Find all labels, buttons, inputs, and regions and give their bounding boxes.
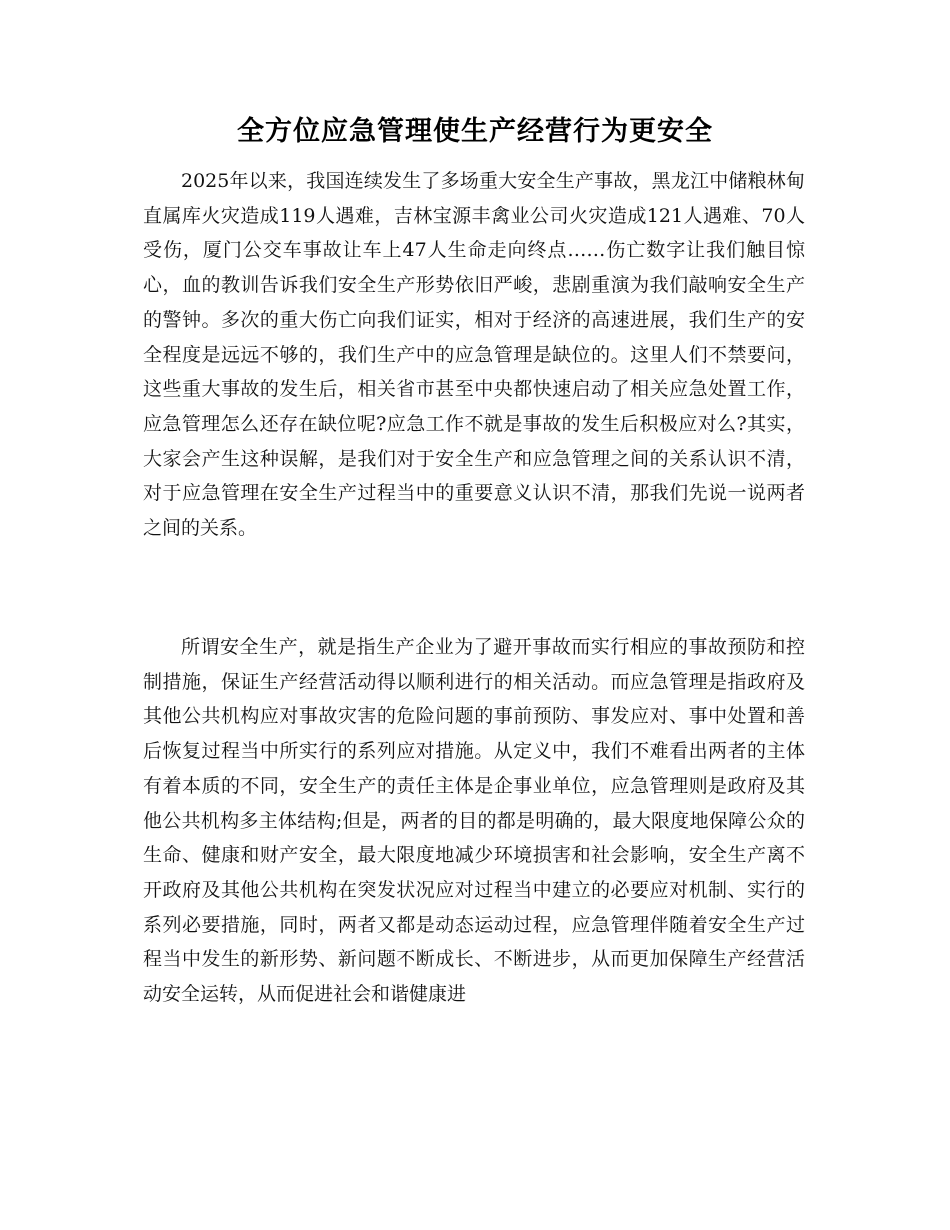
document-title: 全方位应急管理使生产经营行为更安全 [237, 116, 713, 147]
paragraph-1: 2025年以来，我国连续发生了多场重大安全生产事故，黑龙江中储粮林甸直属库火灾造成119人遇难，吉林宝源丰禽业公司火灾造成121人遇难、70人受伤，厦门公交车事故让车上47人生命走向终点……伤亡数字让我们触目惊心，血的教训告诉我们安全生产形势依旧严峻，悲剧重演为我们敲响安全生产的警钟。多次的重大伤亡向我们证实，相对于经济的高速进展，我们生产的安全程度是远远不够的，我们生产中的应急管理是缺位的。这里人们不禁要问，这些重大事故的发生后，相关省市甚至中央都快速启动了相关应急处置工作，应急管理怎么还存在缺位呢?应急工作不就是事故的发生后积极应对么?其实，大家会产生这种误解，是我们对于安全生产和应急管理之间的关系认识不清，对于应急管理在安全生产过程当中的重要意义认识不清，那我们先说一说两者之间的关系。 [143, 170, 805, 540]
paragraph-2: 所谓安全生产，就是指生产企业为了避开事故而实行相应的事故预防和控制措施，保证生产经营活动得以顺利进行的相关活动。而应急管理是指政府及其他公共机构应对事故灾害的危险问题的事前预防、事发应对、事中处置和善后恢复过程当中所实行的系列应对措施。从定义中，我们不难看出两者的主体有着本质的不同，安全生产的责任主体是企事业单位，应急管理则是政府及其他公共机构多主体结构;但是，两者的目的都是明确的，最大限度地保障公众的生命、健康和财产安全，最大限度地减少环境损害和社会影响，安全生产离不开政府及其他公共机构在突发状况应对过程当中建立的必要应对机制、实行的系列必要措施，同时，两者又都是动态运动过程，应急管理伴随着安全生产过程当中发生的新形势、新问题不断成长、不断进步，从而更加保障生产经营活动安全运转，从而促进社会和谐健康进 [143, 636, 805, 1006]
